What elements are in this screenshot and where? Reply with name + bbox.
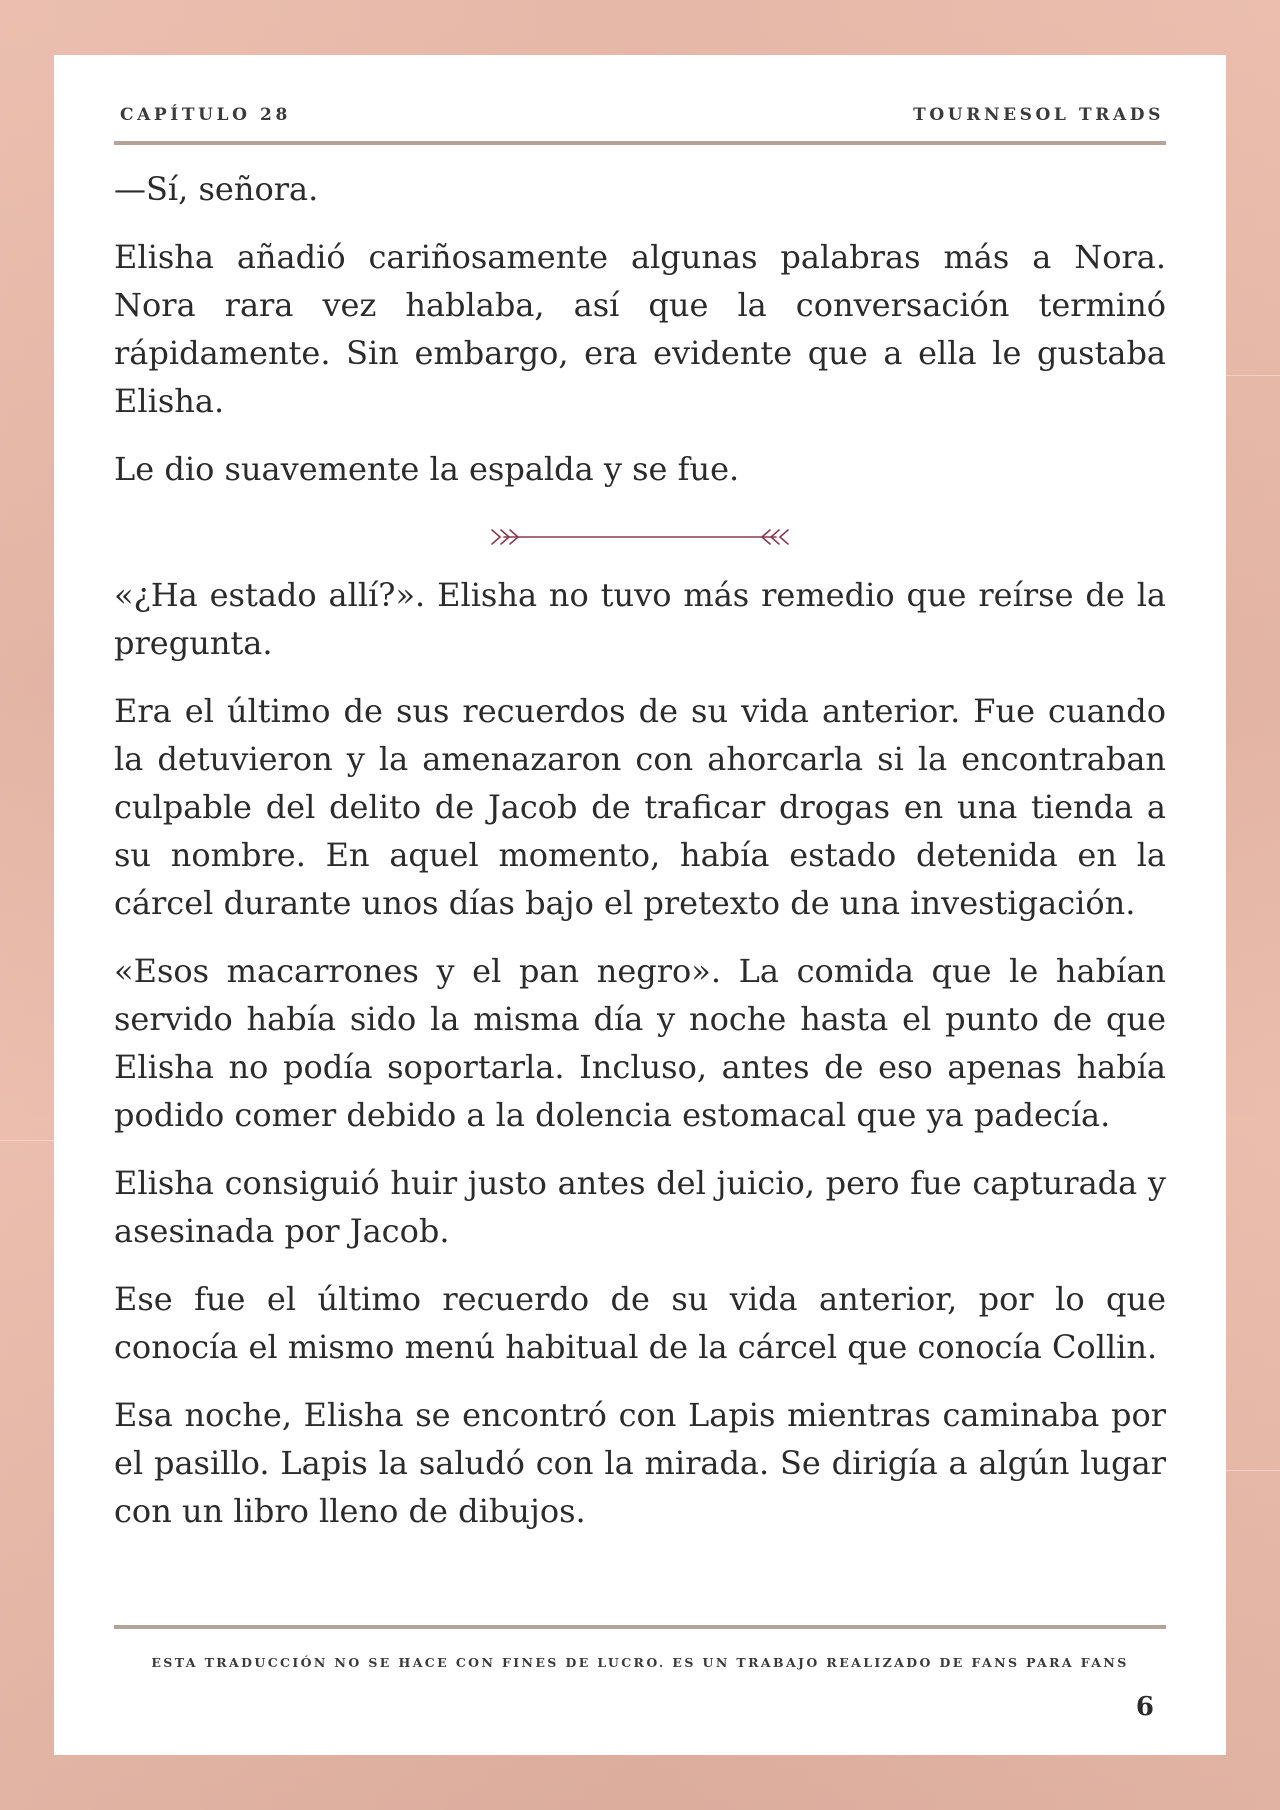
- paper-crease: [0, 1140, 54, 1141]
- header-rule: [114, 141, 1166, 145]
- paper-crease: [1226, 1470, 1280, 1471]
- paragraph: Ese fue el último recuerdo de su vida anterior, por lo que conocía el mismo menú habitual de la cárcel que conocía Collin.: [114, 1280, 1166, 1366]
- chapter-label: CAPÍTULO 28: [120, 105, 291, 125]
- paragraph: «¿Ha estado allí?». Elisha no tuvo más remedio que reírse de la pregunta.: [114, 576, 1166, 662]
- paper-crease: [1226, 375, 1280, 376]
- paragraph: —Sí, señora.: [114, 170, 319, 208]
- scene-divider: [114, 513, 1166, 561]
- footer-rule: [114, 1625, 1166, 1629]
- paragraph: Elisha añadió cariñosamente algunas palabras más a Nora. Nora rara vez hablaba, así que la conversación terminó rápidamente. Sin embargo, era evidente que a ella le gustaba Elisha.: [114, 238, 1166, 420]
- paragraph: «Esos macarrones y el pan negro». La comida que le habían servido había sido la misma día y noche hasta el punto de que Elisha no podía soportarla. Incluso, antes de eso apenas había podido comer debido a la dolencia estomacal que ya padecía.: [114, 952, 1166, 1134]
- paragraph: Era el último de sus recuerdos de su vida anterior. Fue cuando la detuvieron y la amenazaron con ahorcarla si la encontraban culpable del delito de Jacob de traficar drogas en una tienda a su nombre. En aquel momento, había estado detenida en la cárcel durante unos días bajo el pretexto de una investigación.: [114, 692, 1166, 922]
- paragraph: Elisha consiguió huir justo antes del juicio, pero fue capturada y asesinada por Jacob.: [114, 1164, 1166, 1250]
- footer-disclaimer: ESTA TRADUCCIÓN NO SE HACE CON FINES DE LUCRO. ES UN TRABAJO REALIZADO DE FANS PARA FANS: [151, 1655, 1129, 1670]
- paragraph: Esa noche, Elisha se encontró con Lapis mientras caminaba por el pasillo. Lapis la saludó con la mirada. Se dirigía a algún lugar con un libro lleno de dibujos.: [114, 1396, 1166, 1530]
- page-sheet: [54, 55, 1226, 1755]
- page-number: 6: [1135, 1692, 1154, 1722]
- running-header: [120, 105, 1164, 133]
- chapter-body: [114, 165, 1166, 1555]
- arrow-divider-icon: [490, 525, 790, 549]
- paragraph: Le dio suavemente la espalda y se fue.: [114, 450, 740, 488]
- group-name: TOURNESOL TRADS: [913, 105, 1164, 125]
